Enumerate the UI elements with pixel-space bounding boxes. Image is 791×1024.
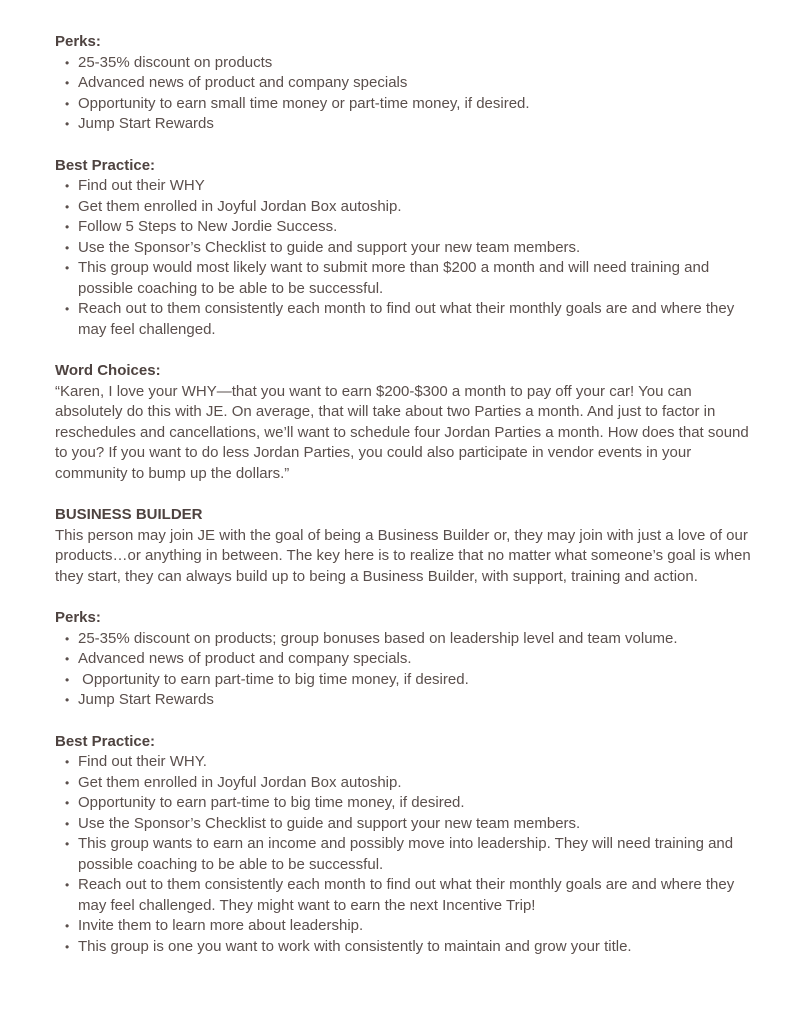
- business-builder-intro: This person may join JE with the goal of being a Business Builder or, they may join with just a love of our products…or anything in between. The key here is to realize that no matter what someone’s goal is when they start, they can always build up to being a Business Builder, with support, training and action.: [55, 526, 751, 585]
- list-item: • This group would most likely want to submit more than $200 a month and will need training and possible coaching to be able to be successful.: [65, 258, 751, 299]
- bb-best-practice-heading: Best Practice:: [55, 732, 156, 750]
- spacer: [55, 711, 751, 732]
- word-choices-quote: “Karen, I love your WHY—that you want to earn $200-$300 a month to pay off your car! You can absolutely do this with JE. On average, that will take about two Parties a month. And just to factor in reschedules and cancellations, we’ll want to schedule four Jordan Parties a month. How does that sound to you? If you want to do less Jordan Parties, you could also participate in vendor events in your community to bump up the dollars.”: [55, 382, 749, 482]
- spacer: [55, 484, 751, 505]
- best-practice-list: [55, 176, 751, 340]
- list-item: • Invite them to learn more about leadership.: [65, 916, 751, 937]
- word-choices-section: [55, 361, 751, 484]
- list-item: • Opportunity to earn part-time to big time money, if desired.: [65, 670, 751, 691]
- best-practice-heading: Best Practice:: [55, 156, 156, 174]
- list-item: • Advanced news of product and company specials: [65, 73, 751, 94]
- list-item: • This group is one you want to work with consistently to maintain and grow your title.: [65, 937, 751, 958]
- list-item: • Reach out to them consistently each month to find out what their monthly goals are and where they may feel challenged. They might want to earn the next Incentive Trip!: [65, 875, 751, 916]
- list-item: • Find out their WHY: [65, 176, 751, 197]
- bb-perks-heading: Perks:: [55, 609, 101, 626]
- list-item: • Jump Start Rewards: [65, 114, 751, 135]
- spacer: [55, 587, 751, 608]
- list-item: • Opportunity to earn part-time to big time money, if desired.: [65, 793, 751, 814]
- list-item: • 25-35% discount on products; group bonuses based on leadership level and team volume.: [65, 629, 751, 650]
- list-item: • Opportunity to earn small time money or part-time money, if desired.: [65, 94, 751, 115]
- business-builder-section: [55, 505, 751, 587]
- perks-list: [55, 53, 751, 135]
- list-item: • 25-35% discount on products: [65, 53, 751, 74]
- list-item: • Jump Start Rewards: [65, 690, 751, 711]
- spacer: [55, 135, 751, 156]
- bb-perks-list: [55, 629, 751, 711]
- list-item: • Reach out to them consistently each month to find out what their monthly goals are and where they may feel challenged.: [65, 299, 751, 340]
- list-item: • This group wants to earn an income and possibly move into leadership. They will need training and possible coaching to be able to be successful.: [65, 834, 751, 875]
- list-item: • Get them enrolled in Joyful Jordan Box autoship.: [65, 197, 751, 218]
- business-builder-heading: BUSINESS BUILDER: [55, 506, 203, 523]
- bb-best-practice-list: [55, 752, 751, 957]
- list-item: • Use the Sponsor’s Checklist to guide and support your new team members.: [65, 238, 751, 259]
- word-choices-heading: Word Choices:: [55, 362, 161, 379]
- list-item: • Follow 5 Steps to New Jordie Success.: [65, 217, 751, 238]
- bb-best-practice-section: [55, 732, 751, 958]
- list-item: • Advanced news of product and company specials.: [65, 649, 751, 670]
- perks-heading: Perks:: [55, 33, 101, 50]
- best-practice-section: [55, 156, 751, 341]
- bb-perks-section: [55, 608, 751, 711]
- list-item: • Use the Sponsor’s Checklist to guide and support your new team members.: [65, 814, 751, 835]
- list-item: • Get them enrolled in Joyful Jordan Box autoship.: [65, 773, 751, 794]
- spacer: [55, 340, 751, 361]
- perks-section: [55, 32, 751, 135]
- list-item: • Find out their WHY.: [65, 752, 751, 773]
